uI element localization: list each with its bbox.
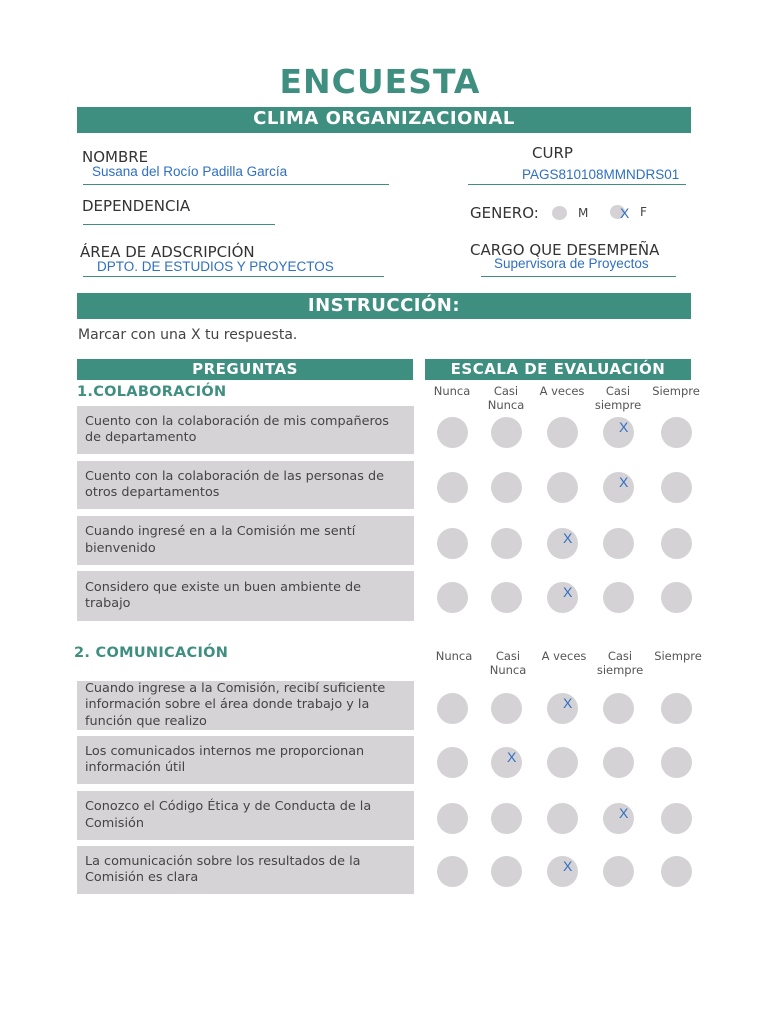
answer-option[interactable] (437, 417, 468, 448)
answer-option[interactable] (661, 472, 692, 503)
genero-m-radio[interactable] (552, 206, 567, 220)
answer-mark: X (619, 805, 629, 821)
cargo-field[interactable]: Supervisora de Proyectos (494, 256, 649, 271)
dependencia-label: DEPENDENCIA (82, 197, 191, 215)
scale-label: A veces (539, 384, 585, 398)
area-underline (83, 276, 384, 277)
answer-option[interactable] (603, 582, 634, 613)
scale-label: Casi Nunca (487, 384, 525, 412)
section-title: 1.COLABORACIÓN (77, 384, 227, 400)
answer-option[interactable] (661, 693, 692, 724)
answer-option[interactable] (547, 472, 578, 503)
answer-option[interactable] (491, 417, 522, 448)
answer-option[interactable] (547, 417, 578, 448)
answer-mark: X (619, 474, 629, 490)
name-underline (83, 184, 389, 185)
cargo-underline (481, 276, 676, 277)
answer-option[interactable] (437, 582, 468, 613)
scale-label: Nunca (435, 649, 473, 663)
answer-option[interactable] (491, 528, 522, 559)
answer-option[interactable] (437, 693, 468, 724)
scale-label: Nunca (433, 384, 471, 398)
scale-label: Siempre (654, 649, 702, 663)
subtitle: CLIMA ORGANIZACIONAL (253, 108, 515, 129)
answer-option[interactable] (491, 693, 522, 724)
questions-header (77, 359, 413, 380)
question-text: Cuando ingresé en a la Comisión me sentí bienvenido (85, 524, 356, 556)
question-text: La comunicación sobre los resultados de la Comisión es clara (85, 853, 361, 885)
answer-option[interactable] (603, 528, 634, 559)
answer-option[interactable] (603, 693, 634, 724)
question-text: Cuento con la colaboración de las personas de otros departamentos (85, 468, 385, 500)
answer-mark: X (507, 749, 517, 765)
name-field[interactable]: Susana del Rocío Padilla García (92, 164, 288, 179)
instruction-heading: INSTRUCCIÓN: (307, 295, 461, 316)
curp-underline (468, 184, 686, 185)
name-label: NOMBRE (82, 148, 149, 166)
question-text: Considero que existe un buen ambiente de trabajo (85, 579, 362, 611)
answer-option[interactable] (661, 747, 692, 778)
question-row (77, 571, 414, 621)
question-row (77, 516, 414, 565)
area-field[interactable]: DPTO. DE ESTUDIOS Y PROYECTOS (97, 259, 334, 274)
answer-option[interactable] (491, 856, 522, 887)
answer-option[interactable] (547, 803, 578, 834)
answer-option[interactable] (603, 747, 634, 778)
answer-option[interactable] (437, 472, 468, 503)
scale-header (425, 359, 691, 380)
scale-label: A veces (541, 649, 587, 663)
scale-label: Siempre (652, 384, 700, 398)
question-row (77, 791, 414, 840)
question-text: Cuando ingrese a la Comisión, recibí suficiente información sobre el área donde trabajo y la función que realizo (85, 680, 386, 729)
answer-option[interactable] (437, 747, 468, 778)
question-row (77, 681, 414, 730)
answer-option[interactable] (661, 528, 692, 559)
answer-mark: X (563, 530, 573, 546)
genero-mark: X (620, 205, 630, 221)
question-row (77, 406, 414, 454)
answer-option[interactable] (547, 747, 578, 778)
question-row (77, 846, 414, 894)
genero-f-label: F (640, 205, 647, 219)
curp-field[interactable]: PAGS810108MMNDRS01 (522, 167, 680, 182)
answer-option[interactable] (661, 417, 692, 448)
answer-option[interactable] (491, 582, 522, 613)
genero-m-label: M (578, 206, 589, 220)
scale-header-label: ESCALA DE EVALUACIÓN (450, 360, 666, 378)
answer-mark: X (563, 584, 573, 600)
question-row (77, 736, 414, 784)
section-title: 2. COMUNICACIÓN (74, 645, 229, 661)
question-text: Los comunicados internos me proporcionan información útil (85, 743, 365, 775)
answer-mark: X (563, 695, 573, 711)
answer-option[interactable] (661, 803, 692, 834)
answer-mark: X (619, 419, 629, 435)
question-text: Cuento con la colaboración de mis compañeros de departamento (85, 413, 389, 445)
answer-option[interactable] (437, 856, 468, 887)
genero-label: GENERO: (470, 204, 539, 222)
page-title: ENCUESTA (279, 62, 481, 101)
cargo-label: CARGO QUE DESEMPEÑA (470, 241, 660, 259)
area-label: ÁREA DE ADSCRIPCIÓN (80, 243, 255, 261)
answer-option[interactable] (661, 856, 692, 887)
answer-mark: X (563, 858, 573, 874)
answer-option[interactable] (437, 528, 468, 559)
questions-header-label: PREGUNTAS (192, 360, 298, 378)
answer-option[interactable] (491, 803, 522, 834)
scale-label: Casi siempre (596, 649, 644, 677)
scale-label: Casi siempre (594, 384, 642, 412)
answer-option[interactable] (491, 472, 522, 503)
dependencia-underline (83, 224, 275, 225)
answer-option[interactable] (437, 803, 468, 834)
question-text: Conozco el Código Ética y de Conducta de la Comisión (85, 799, 372, 831)
answer-option[interactable] (603, 856, 634, 887)
instruction-text: Marcar con una X tu respuesta. (78, 327, 298, 343)
answer-option[interactable] (661, 582, 692, 613)
instruction-band (77, 293, 691, 319)
curp-label: CURP (532, 144, 573, 162)
scale-label: Casi Nunca (489, 649, 527, 677)
question-row (77, 461, 414, 509)
subtitle-band (77, 107, 691, 133)
